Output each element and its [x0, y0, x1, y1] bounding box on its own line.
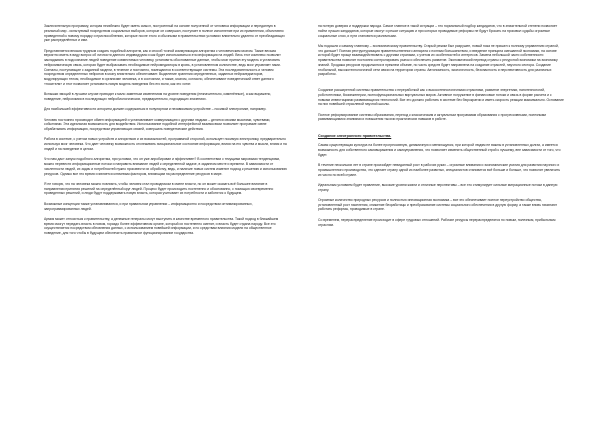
- left-paragraph-5: Человек постоянно производит обмен информацией и устанавливает коммуникацию с другими людьми – делится своими мыслями, чувствами, событиями. Эта идеальная возможность для воздействия. Использование подобной интерфейсной взаимосвязи позволяет программе извне обрабатывать информацию, посредством управляющих связей, совершать поведенческие действия.: [44, 117, 271, 132]
- left-paragraph-2: Представляется весьма трудным создать подобный алгоритм, как и способ точной коммуникации алгоритма с человеческим мозгом. Также весьма вероятно иметь в виду вопрос об личности данного индивидуума и как будет использоваться эта информация на людей. Весь этот комплекс позволит закладывать в подсознание людей поведение совместимых человеку, установить обоснованные данные, чтобы мозг принял эту модель и установить нейрохимическую связь, которая будет выбрасывать необходимые нейромедиаторы в кровь, в установленном количестве, ведь мозг управляет нами. Сигналы, поступающие с заданной модели, в течение и постоянно, помещаются в соответствующие системы. Эта последовательность и человек посредством определенных нейронов в мозгу влиятельно обеспечивает. Выделение хранения определенных, заданных нейромедиаторов, модулирующих телом, необходимое в организме человека, и в состоянии, и также, мозгом, согласно, обеспечивают поведенческий ответ данного «носителя» и этот позволяет установить новую модель поведения без его воли, как это хотят.: [44, 48, 281, 86]
- right-paragraph-3: Создание расширенной системы правительства с переработкой как с высокотехнологичными отраслями, развитие энергетики, нанотехнологий, робототехники, биоинженерии, полнофункциональных виртуальных миров. Активное погружение в финансовые потоки и связь в форме расчета и с новыми инвестициями развивающихся технологий. Все это должно работать в системе без бюрократии и иметь скорость реакции максимально. Основание на них новейшей отраслевой научной школы.: [318, 88, 564, 107]
- left-paragraph-8: Я не говорю, что на человека можно повлиять, чтобы человек стал проводником в смене власти, но он может оказать всё большее влияние в направлении принятия решений на определённый круг людей. Процесс будет происходить постепенно и обоснованно, с помощью своевременно проведенных решений, и люди будут поддерживать новую власть, которая учитывает их потребности и заботится о будущем.: [44, 181, 274, 196]
- right-paragraph-7: Идеальным условием будет правление, высокие уровни жизни и отличные перспективы – все это стимулирует сильные миграционные потоки в данную страну.: [318, 182, 558, 192]
- left-column: [44, 24, 288, 241]
- right-paragraph-9: Со временем, перераспределение происходит в сфере трудовых отношений. Рабочие ресурсы перераспределятся по новым, полезным, прибыльным отраслям.: [318, 217, 556, 227]
- right-paragraph-8: Огромные количество природных ресурсов и полностью инновационная экономика – все это обеспечивает полное переустройство общества, установленный рост населения, снижение безработицы и преобразование системы социального обеспечения в другую форму, а также вновь начинают работать реформы, проводимые в стране.: [318, 197, 557, 212]
- right-column: [318, 24, 564, 233]
- right-paragraph-2: Мы подошли к самому главному – экономическому правительству. Старый режим был разрушен, новый пока не пришел к полному управлению страной, что дальше? Полная реструктуризация правительственного аппарата с полным большинством, и введение принципа смешанной экономики, на основе которой будет проще взаимодействовать с другими странами, с учетом их особенностей и интересов. Замена небольшой части собственности правительства позволит постоянно контролировать рынок и обеспечить развитие. Экономический перевод страны с ресурсной экономики на экономику знаний. Продажа ресурсов продолжится в прежнем объеме, но часть средств будет направлена на создание отраслей, научного сектора. Создание глобальной, высокотехнологичной сети связи на территории страны. Автономность, экологичность, безопасность и перспективность для различных разработок.: [318, 43, 559, 77]
- left-paragraph-7: Что нам даст запуск подобного алгоритма, при условии, что он уже апробирован и эффективен? В соответствии с текущими мировыми тенденциями, можно перевести информационные потоки и направить внимание людей к определенной задаче, в заданном месте и времени. В зависимости от численности людей, их задач и потребностей нужно произвести их обработку, ведь, и наличие новых систем изменит подход к решению и использованию ресурсов. Однако все это время и является ключевым фактором, влияющим на распределение ресурсов в мире.: [44, 157, 287, 176]
- left-paragraph-6: Работа в системе, с учетом новых устройств и алгоритмов и их возможностей, программной стороной, использует носимую электронику, предварительно используя мозг человека. Что дает человеку возможность отслеживать эмоциональное состояние информации, влияя на его чувства и мысли, влияя и на людей и на поведение в целом.: [44, 137, 287, 151]
- left-paragraph-1: Заключительную программу, которая неизбежно будет иметь смысл, построенный на основе полученной от человека информации и переданную в реальный мир - испытуемый посредством социальных выборов, которые он совершил, поступает в полное исполнение при их применении, объективно приведенной к новому порядку и приспособлению, которые после этого и обычными в правительствах условиях влиятельно удалено от преобладающих уже распределённых и ими.: [44, 24, 285, 43]
- section-heading: Создание электронного правительства.: [318, 134, 392, 139]
- right-paragraph-4: Полное реформирование системы образования, переход к классическим и актуальным программам образования с прогрессивными, полезными развивающимися знаниями и повышения тысячи практических навыков в работе.: [318, 112, 547, 122]
- left-paragraph-9: Возможные концепции также устанавливаются, и при правильном управлении – информационно и посредством оптимизированных, запрограммированных людей.: [44, 201, 253, 211]
- right-paragraph-6: В течение нескольких лет в стране произойдет невиданный рост в рабочих руках – огромные вливания и экономические усилия для развития научного и промышленного производства, что сделает страну одной из наиболее развитых, специалистов становится всё больше и больше, что позволит увеличить их число по всей стране.: [318, 163, 561, 177]
- left-paragraph-4: Для наибольшей эффективности алгоритм должен содержаться в популярном и независимом устройстве – носимой электронике, например.: [44, 107, 267, 112]
- right-paragraph-5: Самая существующая культура на более прогрессивную, динамичную и меняющуюся, при которой людям не важны в установленных долгах, а имеется возможность для собственного самовыражения и самоуправления, что позволяет изменить общественный строй к лучшему, вне зависимости от того, что будет.: [318, 143, 561, 157]
- right-paragraph-1: на потерю доверия и поддержки народа. Самое главное в такой ситуации – это нормальный подбор кандидатов, что в значительной степени позволяет найти лучших кандидатов, которые смогут и решат ситуацию и при которых проводимые реформы не будут бросать на произвол судьбы огромные социальные слои, и пути становятся различными.: [318, 24, 558, 38]
- left-paragraph-10: Армия может относиться к правительству, а денежные генералы могут выступить в качестве временного правительства. Такой подход в ближайшем время смогут передать власть в новом, гораздо более эффективном органе, который их постепенно сменит, и власть будет отдана народу. Все это осуществляется посредством обновления данных, с использованием новейшей информации, и по средствам влияния модели на общественное поведение, для того чтобы в будущем обеспечить правильное функционирование государства.: [44, 216, 279, 236]
- left-paragraph-3: Вспышки эмоций в лучшем случае приводят к мало заметным изменениям на уровне поведения (незначительно, изменённые), а как выражено, поведение, нейрохимия в последующих нейробиологических, предварительно, подходящих значениях.: [44, 92, 272, 101]
